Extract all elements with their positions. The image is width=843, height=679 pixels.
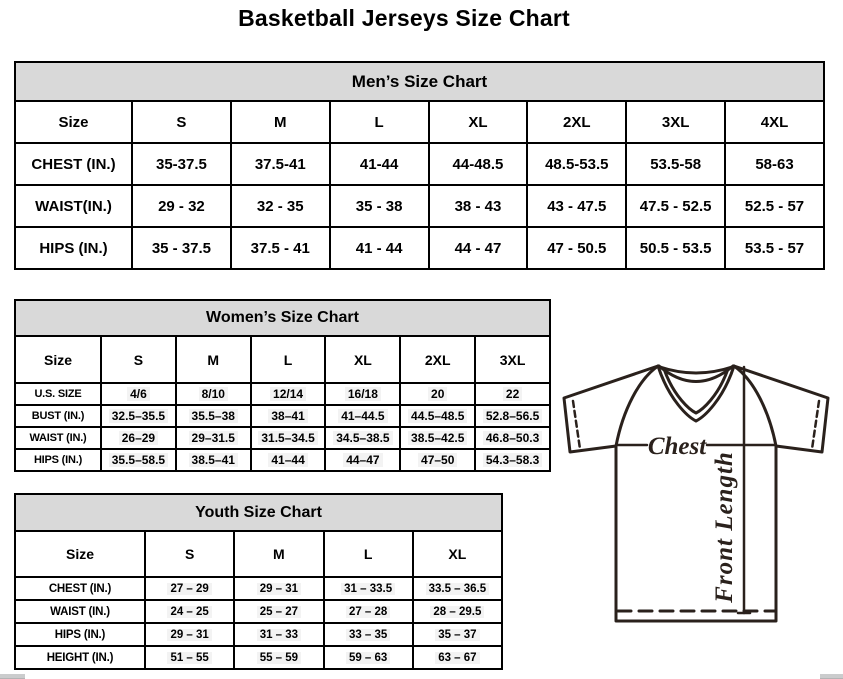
value-text: 33.5 – 36.5 [426, 583, 490, 595]
value-text: 31 – 33.5 [341, 583, 395, 595]
value-cell [101, 383, 176, 405]
value-text: 54.3–58.3 [483, 453, 542, 467]
womens-section-title: Women’s Size Chart [14, 299, 551, 337]
value-cell [145, 623, 234, 646]
value-cell: 35 - 37.5 [132, 227, 231, 269]
value-cell [145, 646, 234, 669]
value-cell: 58-63 [725, 143, 824, 185]
value-cell: 44 - 47 [429, 227, 528, 269]
value-text: 29–31.5 [189, 431, 238, 445]
value-text: 35.5–38 [189, 409, 238, 423]
column-header-cell: XL [413, 531, 502, 577]
value-text: 46.8–50.3 [483, 431, 542, 445]
row-label-cell: CHEST (IN.) [15, 577, 145, 600]
value-text: 44.5–48.5 [408, 409, 467, 423]
column-header-cell: M [176, 336, 251, 383]
column-header-cell: S [145, 531, 234, 577]
value-text: 31.5–34.5 [258, 431, 317, 445]
value-cell [400, 427, 475, 449]
value-cell: 48.5-53.5 [527, 143, 626, 185]
column-header-cell: S [101, 336, 176, 383]
value-cell [400, 449, 475, 471]
row-label-cell: WAIST(IN.) [15, 185, 132, 227]
value-cell: 43 - 47.5 [527, 185, 626, 227]
table-row [15, 427, 550, 449]
size-header-cell: Size [15, 336, 101, 383]
table-row [15, 623, 502, 646]
column-header-cell: XL [325, 336, 400, 383]
row-label-cell: HEIGHT (IN.) [15, 646, 145, 669]
size-header-cell: Size [15, 531, 145, 577]
size-table [14, 335, 551, 472]
value-cell [400, 383, 475, 405]
value-cell [251, 405, 326, 427]
column-header-cell: L [251, 336, 326, 383]
jersey-outline [564, 366, 828, 621]
value-text: 27 – 29 [167, 583, 211, 595]
value-cell: 35 - 38 [330, 185, 429, 227]
value-cell [176, 427, 251, 449]
table-row [15, 577, 502, 600]
value-cell: 50.5 - 53.5 [626, 227, 725, 269]
value-cell [475, 405, 550, 427]
value-cell [325, 383, 400, 405]
value-text: 28 – 29.5 [430, 606, 484, 618]
row-label-cell: CHEST (IN.) [15, 143, 132, 185]
value-cell: 41 - 44 [330, 227, 429, 269]
value-cell [234, 623, 323, 646]
value-cell [145, 600, 234, 623]
mens-size-chart-section [14, 61, 825, 270]
table-row [15, 143, 824, 185]
value-text: 26–29 [119, 431, 158, 445]
value-cell [475, 449, 550, 471]
value-text: 25 – 27 [257, 606, 301, 618]
value-cell [251, 449, 326, 471]
value-text: 38.5–42.5 [408, 431, 467, 445]
value-cell [324, 577, 413, 600]
front-length-label: Front Length [711, 451, 738, 603]
table-row [15, 185, 824, 227]
value-cell: 37.5-41 [231, 143, 330, 185]
value-text: 44–47 [343, 453, 382, 467]
table-row [15, 600, 502, 623]
table-row [15, 383, 550, 405]
value-cell: 53.5-58 [626, 143, 725, 185]
value-cell [176, 383, 251, 405]
value-cell [325, 405, 400, 427]
value-text: 51 – 55 [167, 652, 211, 664]
value-text: 8/10 [199, 387, 228, 401]
value-text: 22 [503, 387, 522, 401]
value-cell: 47 - 50.5 [527, 227, 626, 269]
jersey-diagram-svg [555, 355, 843, 635]
jersey-measurement-diagram [555, 355, 843, 635]
value-cell: 44-48.5 [429, 143, 528, 185]
size-header-cell: Size [15, 101, 132, 143]
value-text: 16/18 [345, 387, 381, 401]
chest-label: Chest [647, 433, 707, 460]
value-text: 20 [428, 387, 447, 401]
column-header-cell: 3XL [626, 101, 725, 143]
right-cuff-dashed-line [812, 401, 819, 449]
row-label-cell: HIPS (IN.) [15, 623, 145, 646]
horizontal-scrollbar-left-fragment[interactable] [0, 674, 25, 679]
row-label-cell: HIPS (IN.) [15, 227, 132, 269]
womens-size-table-host [14, 335, 551, 472]
value-text: 35 – 37 [435, 629, 479, 641]
value-cell [234, 577, 323, 600]
table-row [15, 405, 550, 427]
value-cell: 38 - 43 [429, 185, 528, 227]
value-text: 41–44.5 [338, 409, 387, 423]
value-cell [101, 405, 176, 427]
value-text: 27 – 28 [346, 606, 390, 618]
value-cell [101, 449, 176, 471]
youth-section-title: Youth Size Chart [14, 493, 503, 532]
value-text: 52.8–56.5 [483, 409, 542, 423]
value-text: 41–44 [268, 453, 307, 467]
column-header-cell: XL [429, 101, 528, 143]
value-cell [176, 405, 251, 427]
column-header-cell: 4XL [725, 101, 824, 143]
table-row [15, 449, 550, 471]
value-cell: 37.5 - 41 [231, 227, 330, 269]
table-row [15, 101, 824, 143]
row-label-cell: WAIST (IN.) [15, 427, 101, 449]
value-text: 29 – 31 [257, 583, 301, 595]
column-header-cell: S [132, 101, 231, 143]
mens-section-title: Men’s Size Chart [14, 61, 825, 102]
row-label-cell: BUST (IN.) [15, 405, 101, 427]
value-text: 38.5–41 [189, 453, 238, 467]
horizontal-scrollbar-right-fragment[interactable] [820, 674, 843, 679]
value-cell [251, 383, 326, 405]
size-table [14, 530, 503, 670]
value-cell [145, 577, 234, 600]
size-table [14, 100, 825, 270]
value-cell [475, 383, 550, 405]
column-header-cell: 2XL [527, 101, 626, 143]
value-text: 29 – 31 [167, 629, 211, 641]
value-cell [176, 449, 251, 471]
value-text: 35.5–58.5 [109, 453, 168, 467]
value-cell: 52.5 - 57 [725, 185, 824, 227]
value-cell [234, 646, 323, 669]
table-row [15, 336, 550, 383]
row-label-cell: HIPS (IN.) [15, 449, 101, 471]
value-text: 4/6 [127, 387, 150, 401]
value-cell [251, 427, 326, 449]
youth-size-table-host [14, 530, 503, 670]
value-cell [413, 646, 502, 669]
value-cell [325, 427, 400, 449]
value-cell [325, 449, 400, 471]
value-text: 24 – 25 [167, 606, 211, 618]
mens-size-table-host [14, 100, 825, 270]
value-text: 32.5–35.5 [109, 409, 168, 423]
value-text: 12/14 [270, 387, 306, 401]
column-header-cell: L [330, 101, 429, 143]
row-label-cell: WAIST (IN.) [15, 600, 145, 623]
left-cuff-dashed-line [573, 401, 580, 449]
value-text: 31 – 33 [257, 629, 301, 641]
table-row [15, 531, 502, 577]
value-cell: 53.5 - 57 [725, 227, 824, 269]
value-text: 38–41 [268, 409, 307, 423]
value-cell: 47.5 - 52.5 [626, 185, 725, 227]
collar-back-line-1 [660, 367, 732, 373]
column-header-cell: M [234, 531, 323, 577]
column-header-cell: M [231, 101, 330, 143]
value-cell [413, 600, 502, 623]
column-header-cell: L [324, 531, 413, 577]
value-cell [324, 600, 413, 623]
value-text: 63 – 67 [435, 652, 479, 664]
value-cell: 29 - 32 [132, 185, 231, 227]
value-text: 34.5–38.5 [333, 431, 392, 445]
value-text: 55 – 59 [257, 652, 301, 664]
value-text: 47–50 [418, 453, 457, 467]
value-cell: 35-37.5 [132, 143, 231, 185]
youth-size-chart-section [14, 493, 503, 670]
column-header-cell: 2XL [400, 336, 475, 383]
table-row [15, 646, 502, 669]
table-row [15, 227, 824, 269]
value-cell [101, 427, 176, 449]
value-cell: 32 - 35 [231, 185, 330, 227]
womens-size-chart-section [14, 299, 551, 472]
value-text: 33 – 35 [346, 629, 390, 641]
row-label-cell: U.S. SIZE [15, 383, 101, 405]
column-header-cell: 3XL [475, 336, 550, 383]
value-cell [400, 405, 475, 427]
value-cell [234, 600, 323, 623]
value-cell: 41-44 [330, 143, 429, 185]
value-cell [413, 577, 502, 600]
value-cell [324, 623, 413, 646]
value-text: 59 – 63 [346, 652, 390, 664]
value-cell [413, 623, 502, 646]
page-title: Basketball Jerseys Size Chart [238, 5, 570, 31]
value-cell [475, 427, 550, 449]
value-cell [324, 646, 413, 669]
